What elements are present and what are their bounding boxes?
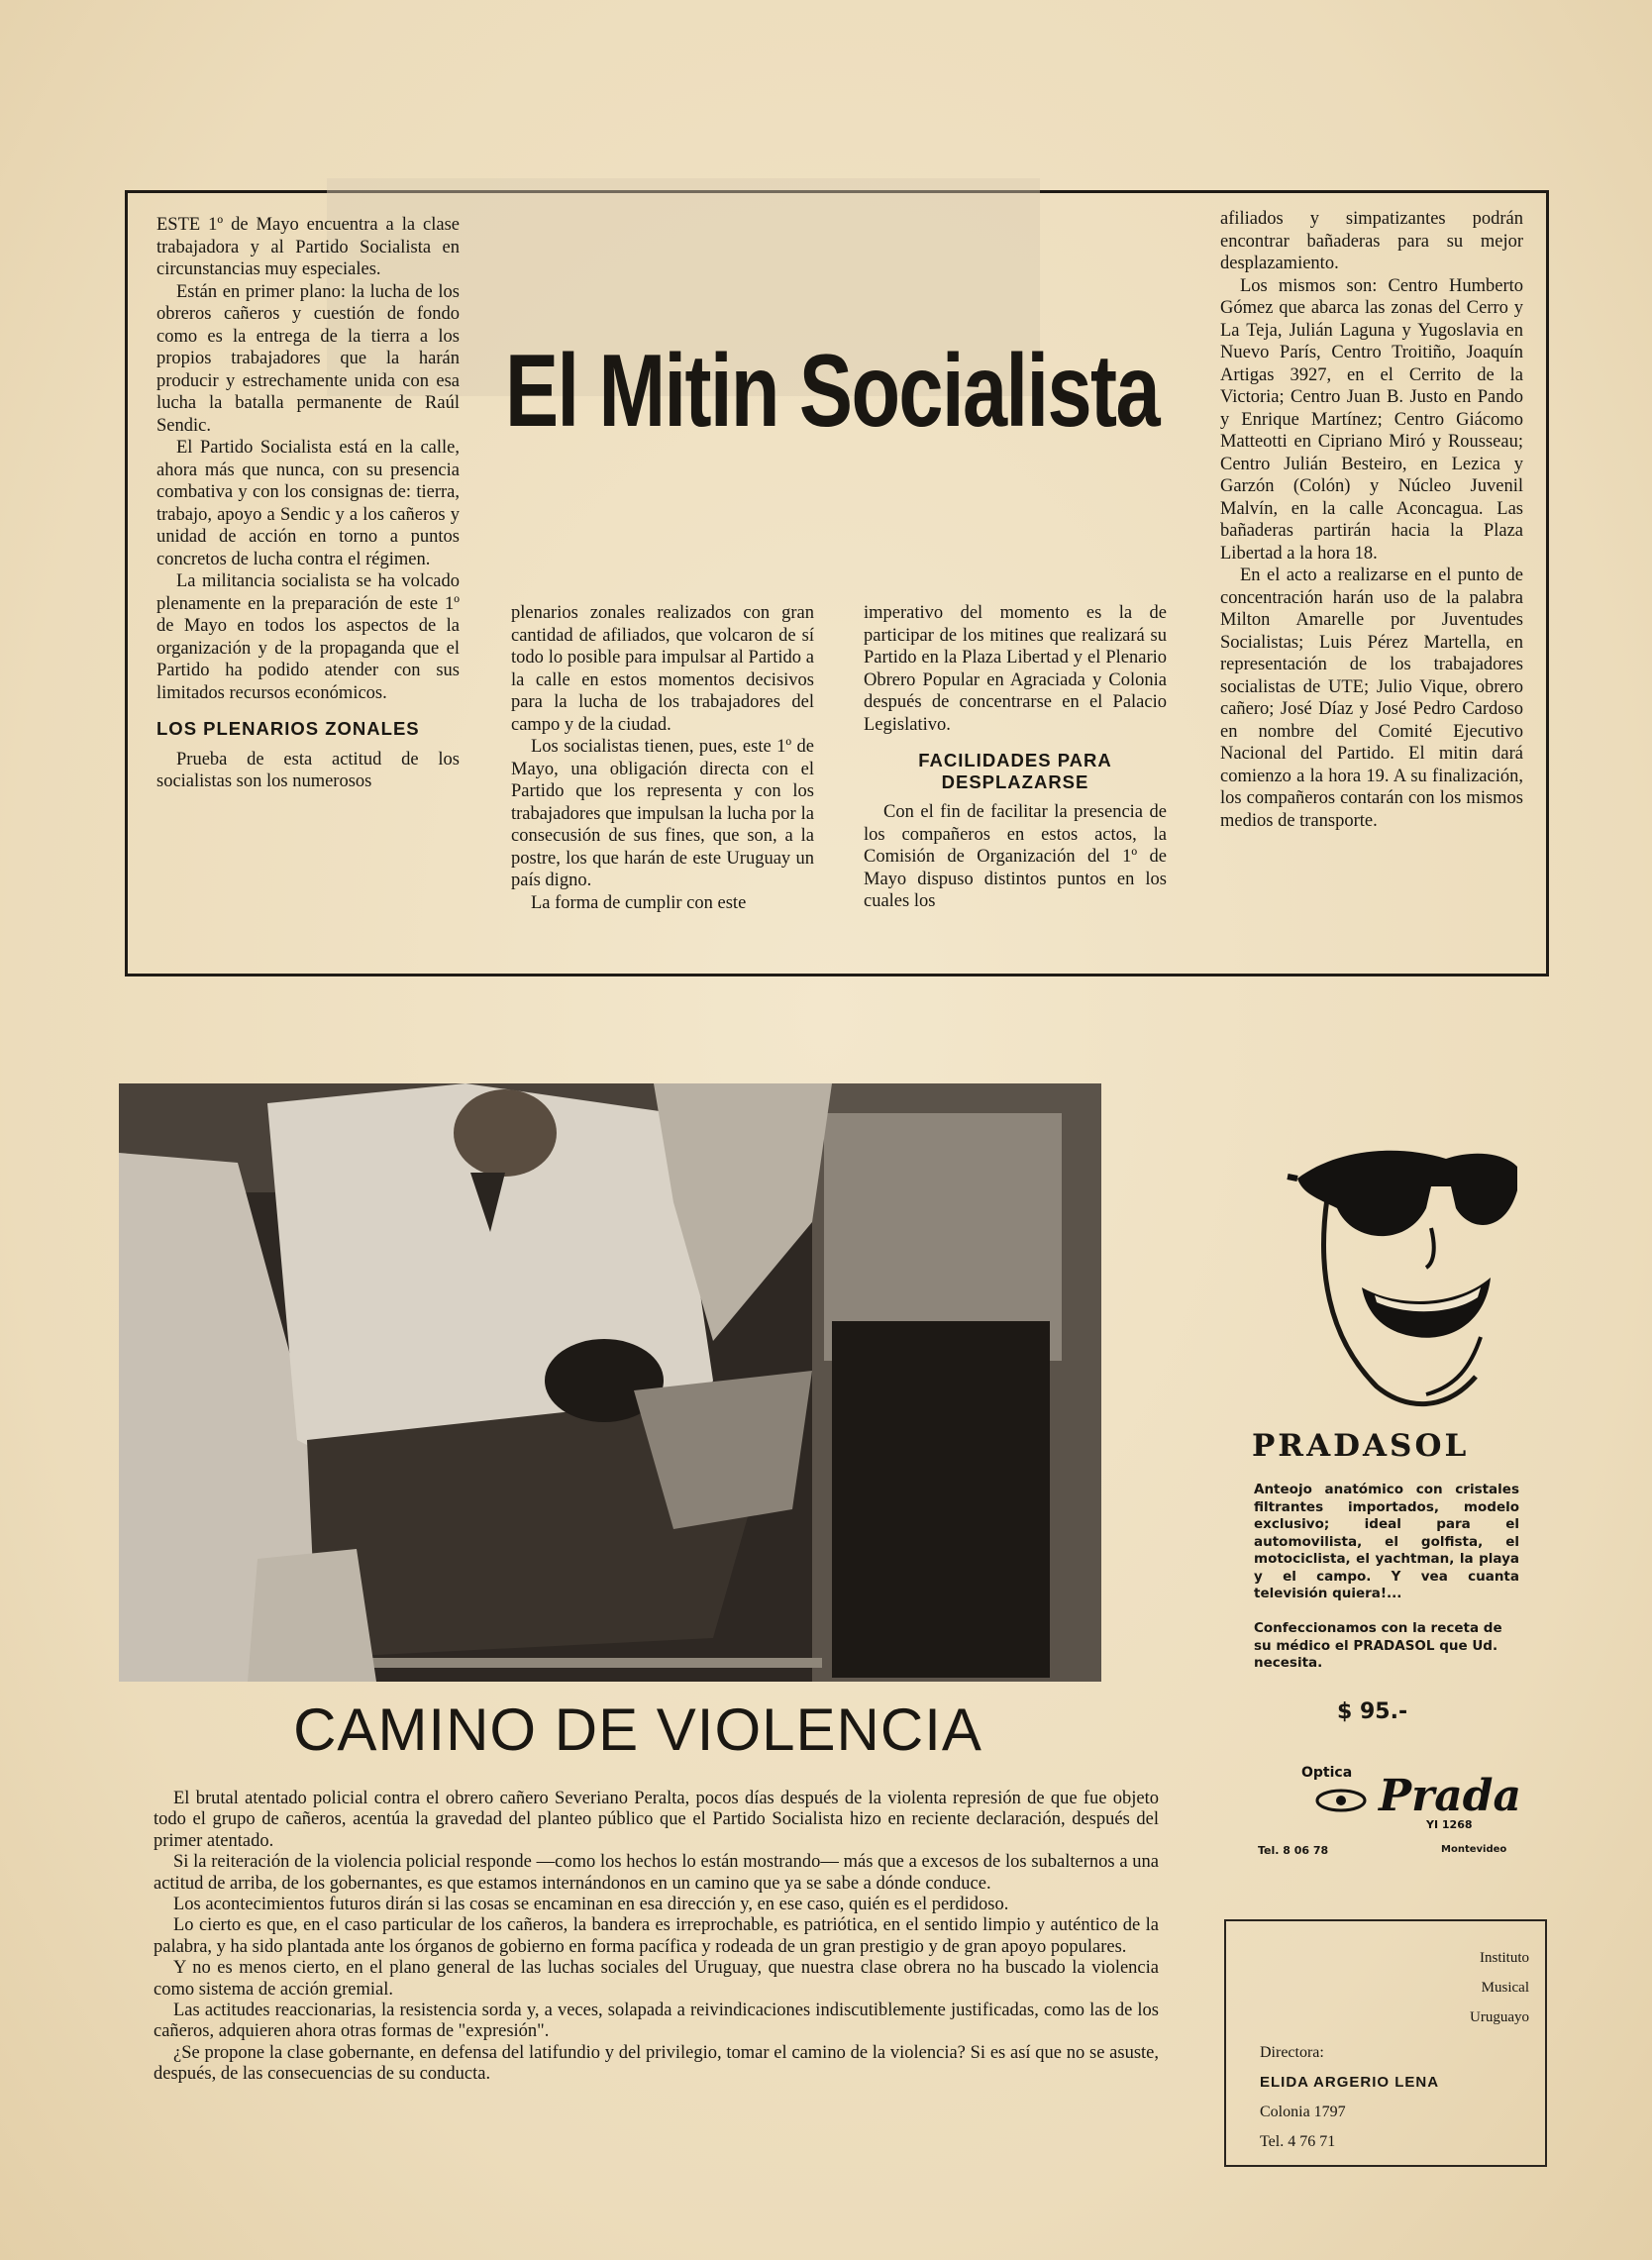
paragraph: El Partido Socialista está en la calle, ahora más que nunca, con su presencia combativa y con los consignas de: tierra, trabajo, apoyo a Sendic y a los cañeros y unidad de acción en torno a puntos concretos de lucha contra el régimen. bbox=[156, 438, 460, 569]
paragraph: afiliados y simpatizantes podrán encontrar bañaderas para su mejor desplazamiento. bbox=[1220, 209, 1523, 273]
subheading-facilidades: FACILIDADES PARA DESPLAZARSE bbox=[918, 750, 1112, 792]
paragraph: Lo cierto es que, en el caso particular de los cañeros, la bandera es irreprochable, es patriótica, en el sentido limpio y auténtico de la palabra, y ha sido plantada ante los órganos de gobierno en forma pacífica y rodeada de un gran prestigio y de gran apoyo populares. bbox=[154, 1915, 1159, 1957]
ad-prescription-note: Confeccionamos con la receta de su médico el PRADASOL que Ud. necesita. bbox=[1254, 1620, 1502, 1671]
paragraph: Los socialistas tienen, pues, este 1º de Mayo, una obligación directa con el Partido que los representa y con los trabajadores que impulsan la lucha por la consecusión de sus fines, que son, a la postre, los que harán de este Uruguay un país digno. bbox=[511, 737, 814, 890]
optica-prada-logo bbox=[1297, 1755, 1535, 1834]
director-label: Directora: bbox=[1260, 2044, 1324, 2061]
paragraph: ¿Se propone la clase gobernante, en defensa del latifundio y del privilegio, tomar el camino de la violencia? Si es así que no se asuste, después, de las consecuencias de su conducta. bbox=[154, 2042, 1159, 2085]
paragraph: ESTE 1º de Mayo encuentra a la clase trabajadora y al Partido Socialista en circunstancias muy especiales. bbox=[156, 215, 460, 279]
sunglasses-face-illustration bbox=[1258, 1139, 1525, 1416]
paragraph: Si la reiteración de la violencia policial responde —como los hechos lo están mostrando— más que a excesos de los subalternos a una actitud de arriba, de los gobernantes, es que estamos internándonos en un camino que ya se sabe a dónde conduce. bbox=[154, 1852, 1159, 1894]
subheading-plenarios: LOS PLENARIOS ZONALES bbox=[156, 718, 420, 739]
paragraph: La militancia socialista se ha volcado plenamente en la preparación de este 1º de Mayo en todos los aspectos de la organización y de la propaganda que el Partido ha podido atender con sus limitados recursos económicos. bbox=[156, 571, 460, 703]
institute-line: Uruguayo bbox=[1470, 2009, 1529, 2025]
top-article-column-2 bbox=[511, 602, 814, 914]
optica-address: YI 1268 bbox=[1426, 1818, 1473, 1831]
paragraph: Los acontecimientos futuros dirán si las cosas se encaminan en esa dirección y, en ese caso, quién es el perdidoso. bbox=[173, 1895, 1009, 1915]
paragraph: Con el fin de facilitar la presencia de los compañeros en estos actos, la Comisión de Organización del 1º de Mayo dispuso distintos puntos en los cuales los bbox=[864, 802, 1167, 911]
institute-line: Instituto bbox=[1479, 1950, 1529, 1966]
ad-brand-name: PRADASOL bbox=[1252, 1428, 1470, 1464]
paragraph: Prueba de esta actitud de los socialistas son los numerosos bbox=[156, 749, 460, 791]
ad-telephone: Tel. 8 06 78 bbox=[1258, 1844, 1329, 1857]
paragraph: La forma de cumplir con este bbox=[531, 892, 747, 913]
paragraph: Los mismos son: Centro Humberto Gómez que abarca las zonas del Cerro y La Teja, Julián Laguna y Yugoslavia en Nuevo París, Centro Troitiño, Joaquín Artigas 3927, en el Cerrito de la Victoria; Centro Juan B. Justo en Pando y Enrique Martínez; Centro Giácomo Matteotti en Cipriano Miró y Rousseau; Centro Julián Besteiro, en Lezica y Garzón (Colón) y Núcleo Juvenil Malvín, en la calle Aconcagua. Las bañaderas partirán hacia la Plaza Libertad a la hora 18. bbox=[1220, 275, 1523, 564]
top-article-column-1 bbox=[156, 214, 460, 793]
paragraph: imperativo del momento es la de participar de los mitines que realizará su Partido en la Plaza Libertad y el Plenario Obrero Popular en Agraciada y Colonia después de concentrarse en el Palacio Legislativo. bbox=[864, 603, 1167, 735]
institute-address: Colonia 1797 bbox=[1260, 2104, 1346, 2120]
paragraph: Las actitudes reaccionarias, la resistencia sorda y, a veces, solapada a reivindicaciones indiscutiblemente justificadas, como las de los cañeros, adquieren ahora otras formas de "expresión". bbox=[154, 2001, 1159, 2042]
optica-label: Optica bbox=[1301, 1765, 1353, 1781]
paragraph: El brutal atentado policial contra el obrero cañero Severiano Peralta, pocos días después de la violenta represión de que fue objeto todo el grupo de cañeros, acentúa la gravedad del planteo público que el Partido Socialista hizo en reciente declaración, después del primer atentado. bbox=[154, 1789, 1159, 1851]
optica-name: Prada bbox=[1379, 1771, 1522, 1821]
bottom-article-title: CAMINO DE VIOLENCIA bbox=[293, 1696, 982, 1763]
news-photo bbox=[119, 1083, 1101, 1682]
paragraph: En el acto a realizarse en el punto de concentración harán uso de la palabra Milton Amarelle por Juventudes Socialistas; Luis Pérez Martella, en representación de los trabajadores socialistas de UTE; Julio Vique, obrero cañero; José Díaz y José Pedro Cardoso en nombre del Comité Ejecutivo Nacional del Partido. El mitin dará comienzo a la hora 19. A su finalización, los compañeros contarán con los mismos medios de transporte. bbox=[1220, 565, 1523, 831]
ad-price: $ 95.- bbox=[1337, 1699, 1408, 1724]
music-institute-ad bbox=[1224, 1919, 1547, 2167]
ad-city: Montevideo bbox=[1441, 1844, 1507, 1855]
paragraph: Están en primer plano: la lucha de los obreros cañeros y cuestión de fondo como es la entrega de la tierra a los propios trabajadores que la harán producir y estrechamente unida con esa lucha la batalla permanente de Raúl Sendic. bbox=[156, 281, 460, 436]
ad-description: Anteojo anatómico con cristales filtrantes importados, modelo exclusivo; ideal para el automovilista, el golfista, el motociclista, el yachtman, la playa y el campo. Y vea cuanta televisión quiera!... bbox=[1254, 1482, 1519, 1601]
institute-details bbox=[1260, 2038, 1439, 2157]
institute-phone: Tel. 4 76 71 bbox=[1260, 2133, 1336, 2150]
top-article-headline: El Mitin Socialista bbox=[505, 334, 1160, 449]
director-name: ELIDA ARGERIO LENA bbox=[1260, 2074, 1440, 2091]
bottom-article-body bbox=[154, 1789, 1159, 2086]
paragraph: plenarios zonales realizados con gran cantidad de afiliados, que volcaron de sí todo lo posible para impulsar al Partido a la calle en estos momentos decisivos para la lucha de los trabajadores del campo y de la ciudad. bbox=[511, 603, 814, 735]
institute-line: Musical bbox=[1481, 1980, 1529, 1996]
institute-name bbox=[1470, 1943, 1529, 2032]
top-article-column-3 bbox=[864, 602, 1167, 913]
paragraph: Y no es menos cierto, en el plano general de las luchas sociales del Uruguay, que nuestra clase obrera no ha buscado la violencia como sistema de acción gremial. bbox=[154, 1958, 1159, 2000]
top-article-column-4 bbox=[1220, 208, 1523, 832]
